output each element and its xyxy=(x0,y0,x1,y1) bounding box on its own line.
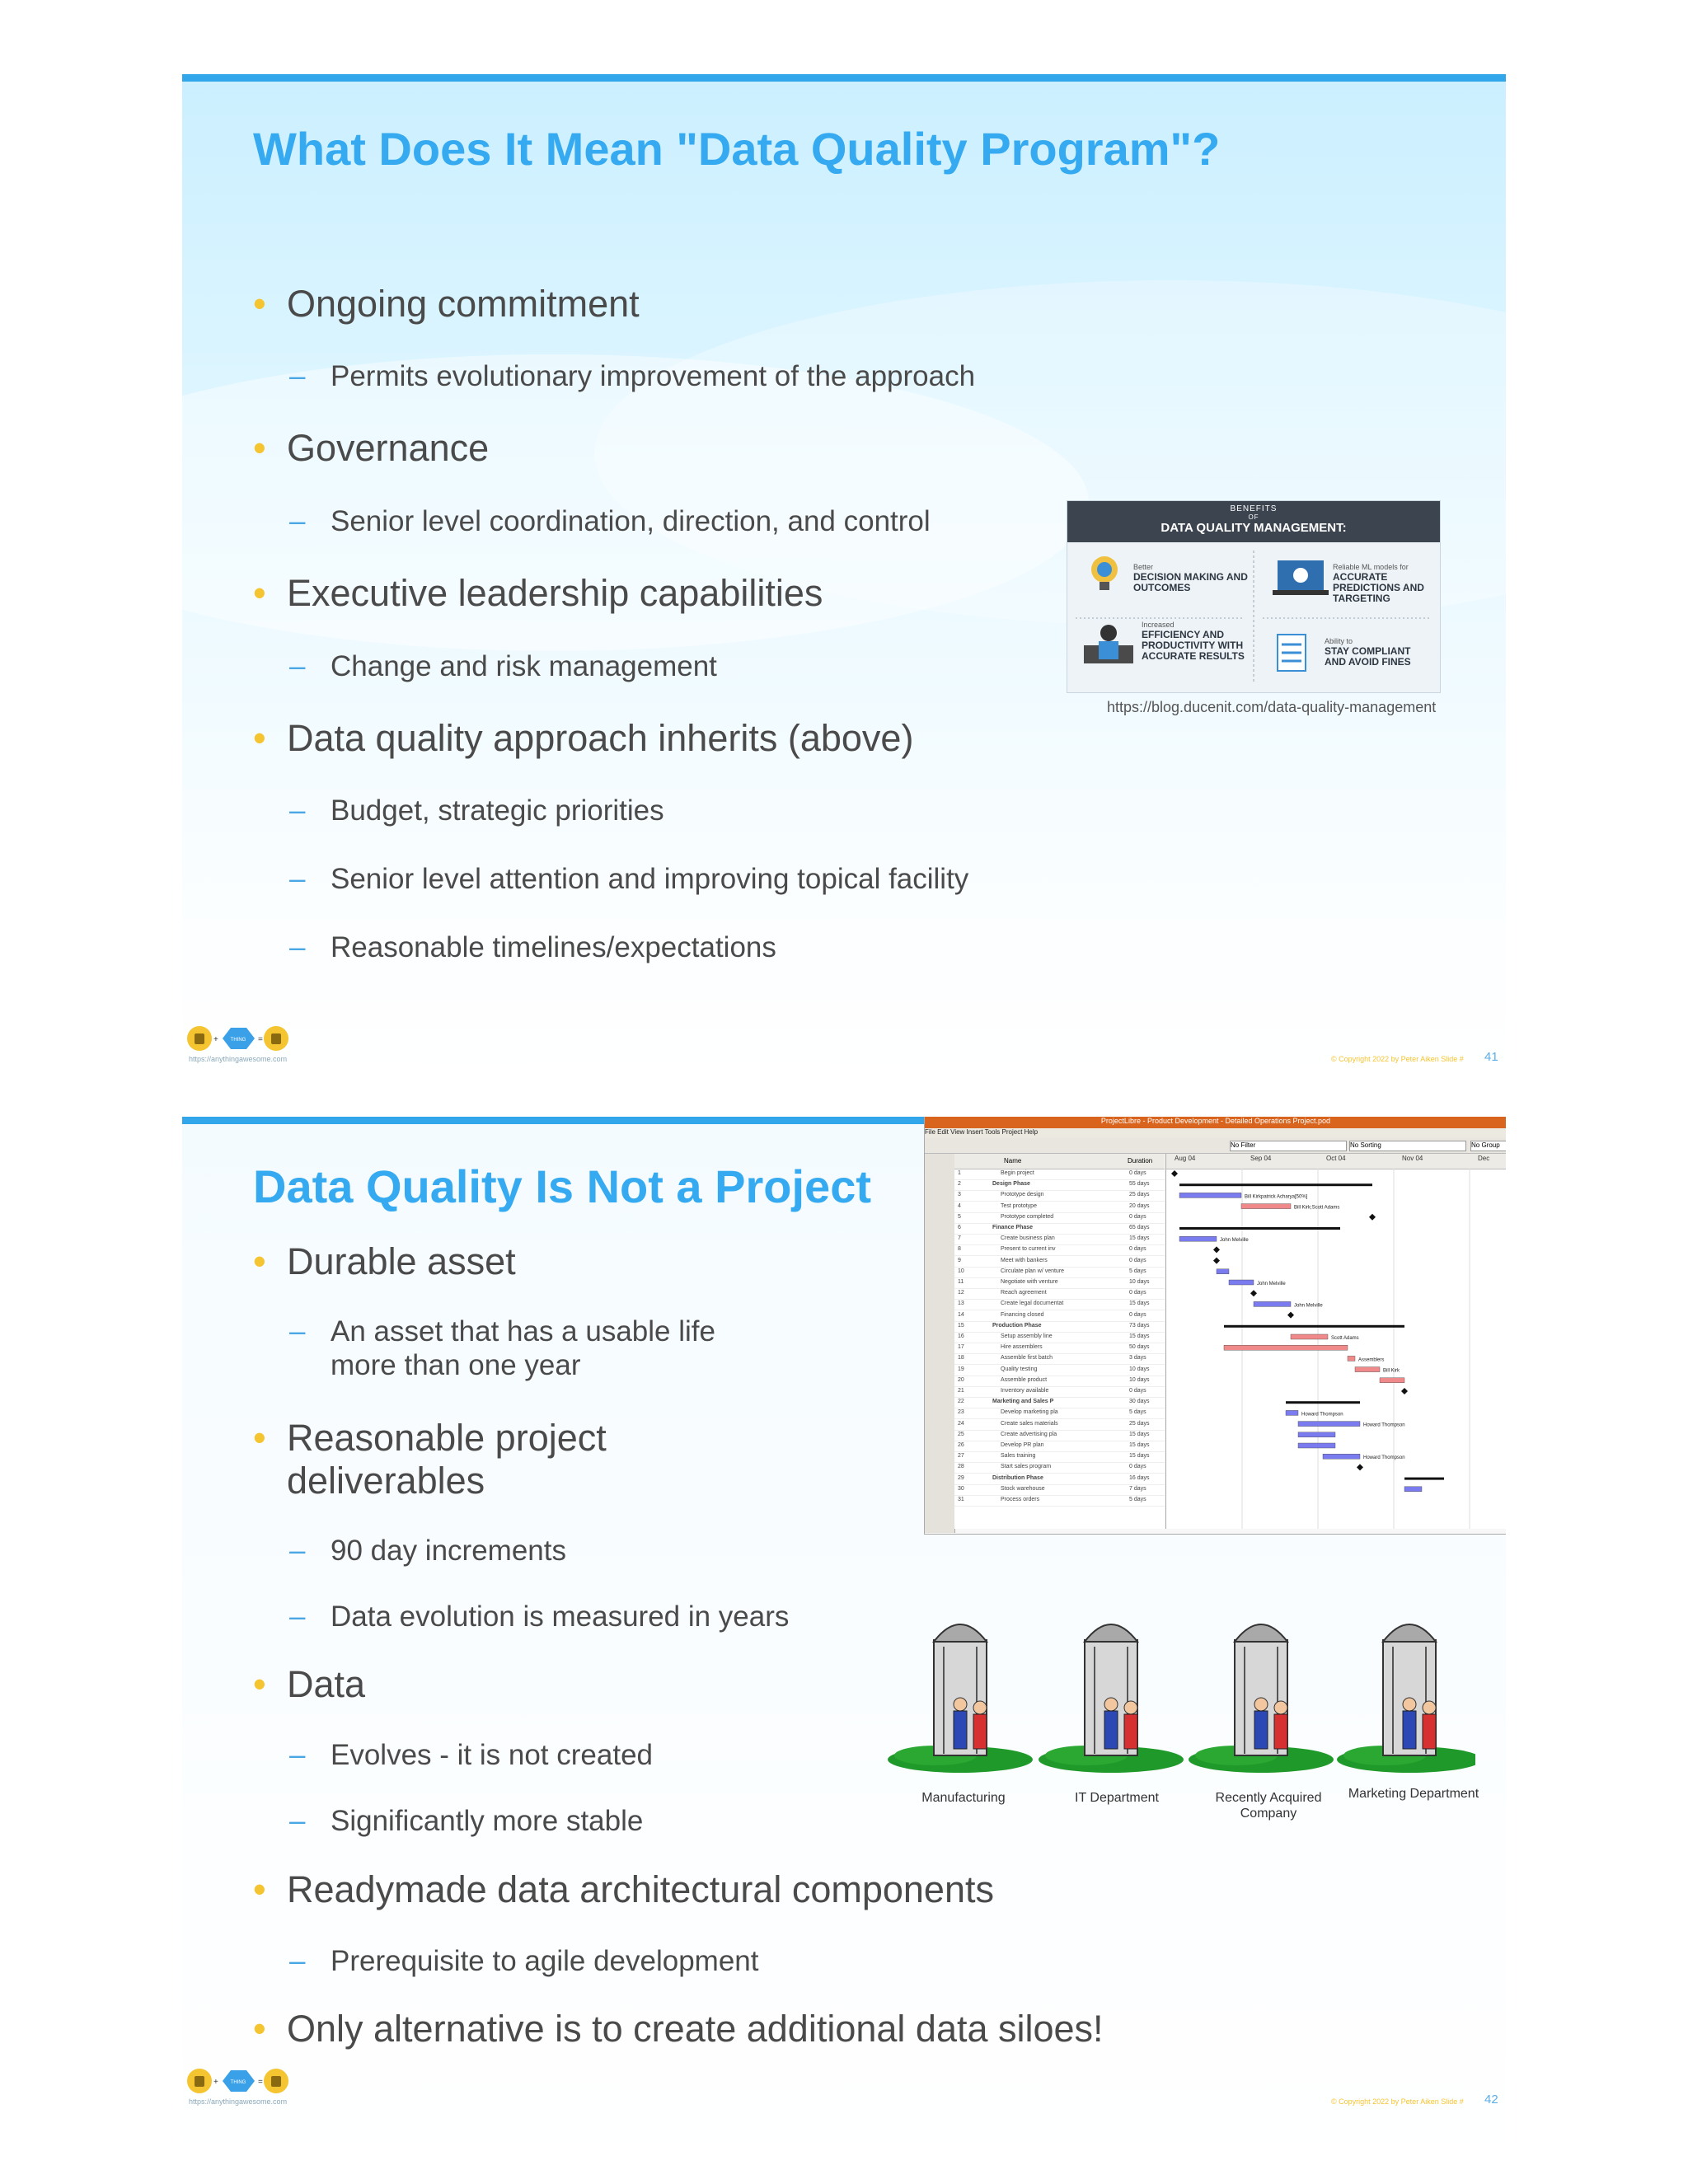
gantt-bar xyxy=(1179,1227,1340,1230)
gantt-bar xyxy=(1286,1401,1360,1404)
svg-text:+: + xyxy=(213,1035,218,1044)
gantt-bar xyxy=(1355,1367,1380,1372)
gantt-row-divider xyxy=(954,1495,1165,1496)
svg-text:THING: THING xyxy=(230,2080,246,2085)
silo-label: Marketing Department xyxy=(1348,1787,1479,1801)
bullet: • Durable asset xyxy=(287,1240,516,1283)
gantt-task-row: 15 Production Phase 73 days xyxy=(958,1322,1150,1329)
gantt-task-row: 29 Distribution Phase 16 days xyxy=(958,1474,1150,1481)
project-gantt-screenshot xyxy=(924,1117,1506,1535)
gantt-task-row: 7 Create business plan 15 days xyxy=(958,1235,1150,1242)
gantt-resource-label: Bill Kirk xyxy=(1383,1368,1400,1374)
gantt-row-divider xyxy=(954,1332,1165,1333)
gantt-task-row: 31 Process orders 5 days xyxy=(958,1497,1146,1502)
gantt-bar xyxy=(1179,1183,1372,1186)
infographic-item: Better DECISION MAKING AND OUTCOMES xyxy=(1133,563,1248,594)
gantt-col-duration: Duration xyxy=(1128,1157,1153,1165)
gantt-task-row: 27 Sales training 15 days xyxy=(958,1453,1150,1460)
gantt-bar xyxy=(1229,1280,1254,1285)
bullet: • Data quality approach inherits (above) xyxy=(287,717,913,760)
infographic-heading: DATA QUALITY MANAGEMENT: xyxy=(1160,521,1347,535)
gantt-row-divider xyxy=(954,1212,1165,1213)
gantt-task-row: 5 Prototype completed 0 days xyxy=(958,1213,1146,1220)
gantt-month-label: Sep 04 xyxy=(1250,1155,1272,1162)
gantt-row-divider xyxy=(954,1179,1165,1180)
gantt-task-row: 21 Inventory available 0 days xyxy=(958,1388,1146,1394)
gantt-resource-label: Howard Thompson xyxy=(1363,1422,1405,1428)
gantt-task-row: 6 Finance Phase 65 days xyxy=(958,1225,1150,1230)
gantt-resource-label: John Melville xyxy=(1294,1303,1323,1309)
sub-bullet: – Senior level coordination, direction, and control xyxy=(331,505,931,538)
gantt-task-row: 20 Assemble product 10 days xyxy=(958,1376,1150,1383)
gantt-milestone xyxy=(1250,1290,1257,1296)
gantt-row-divider xyxy=(954,1299,1165,1300)
gantt-sort-select: No Sorting xyxy=(1349,1141,1466,1151)
gantt-bar xyxy=(1298,1422,1360,1427)
bullet: • Governance xyxy=(287,427,489,470)
slide-top-bar xyxy=(182,74,1506,82)
silo-label: IT Department xyxy=(1075,1791,1159,1805)
infographic-item: Increased EFFICIENCY AND PRODUCTIVITY WITH ACCURATE RESULTS xyxy=(1142,621,1245,663)
gantt-milestone xyxy=(1287,1312,1294,1319)
gantt-task-row: 13 Create legal documentat 15 days xyxy=(958,1301,1150,1307)
gantt-month-label: Nov 04 xyxy=(1402,1155,1423,1162)
gantt-bar xyxy=(1224,1325,1404,1328)
svg-text:=: = xyxy=(258,2078,263,2087)
page-number: 41 xyxy=(1484,1050,1498,1064)
gantt-table-header xyxy=(954,1154,1165,1169)
sub-bullet: – Senior level attention and improving topical facility xyxy=(331,863,968,896)
sub-bullet: – Evolves - it is not created xyxy=(331,1739,653,1772)
bullet: • Executive leadership capabilities xyxy=(287,572,823,615)
gantt-row-divider xyxy=(954,1451,1165,1452)
gantt-task-row: 4 Test prototype 20 days xyxy=(958,1202,1150,1209)
gantt-task-table xyxy=(954,1154,1165,1529)
laptop-icon xyxy=(1273,560,1329,595)
copyright: © Copyright 2022 by Peter Aiken Slide # xyxy=(1331,1055,1464,1063)
worker-at-desk-icon xyxy=(1084,625,1133,663)
gantt-task-row: 19 Quality testing 10 days xyxy=(958,1366,1150,1372)
gantt-row-divider xyxy=(954,1418,1165,1419)
gantt-task-row: 12 Reach agreement 0 days xyxy=(958,1290,1146,1296)
gantt-row-divider xyxy=(954,1267,1165,1268)
gantt-milestone xyxy=(1401,1388,1408,1394)
gantt-bar xyxy=(1179,1236,1217,1241)
gantt-resource-label: Assemblers xyxy=(1358,1357,1385,1363)
slide-42 xyxy=(182,1117,1506,2184)
gantt-row-divider xyxy=(954,1473,1165,1474)
gantt-milestone xyxy=(1171,1170,1178,1177)
bullet: • Readymade data architectural components xyxy=(287,1868,994,1911)
svg-text:=: = xyxy=(258,1035,263,1044)
gantt-task-row: 26 Develop PR plan 15 days xyxy=(958,1442,1150,1448)
lightbulb-icon xyxy=(1091,556,1118,590)
svg-text:THING: THING xyxy=(230,1038,246,1043)
gantt-month-label: Dec xyxy=(1478,1155,1490,1162)
gantt-row-divider xyxy=(954,1430,1165,1431)
gantt-task-row: 24 Create sales materials 25 days xyxy=(958,1420,1150,1427)
gantt-row-divider xyxy=(954,1364,1165,1365)
gantt-row-divider xyxy=(954,1244,1165,1245)
silo-icon xyxy=(1337,1624,1475,1773)
bullet: • Data xyxy=(287,1663,365,1706)
gantt-row-divider xyxy=(954,1223,1165,1224)
gantt-resource-label: John Melville xyxy=(1220,1238,1249,1244)
sub-bullet: – Permits evolutionary improvement of the approach xyxy=(331,360,975,393)
gantt-task-row: 10 Circulate plan w/ venture 5 days xyxy=(958,1268,1146,1274)
gantt-task-row: 11 Negotiate with venture 10 days xyxy=(958,1279,1150,1285)
gantt-row-divider xyxy=(954,1201,1165,1202)
gantt-task-row: 1 Begin project 0 days xyxy=(958,1170,1146,1176)
bullet: • Ongoing commitment xyxy=(287,283,640,326)
gantt-window-title: ProjectLibre - Product Development - Detailed Operations Project.pod xyxy=(925,1117,1506,1128)
logo-url: https://anythingawesome.com xyxy=(189,1055,288,1063)
gantt-row-divider xyxy=(954,1234,1165,1235)
gantt-row-divider xyxy=(954,1277,1165,1278)
page-number: 42 xyxy=(1484,2093,1498,2107)
gantt-bar xyxy=(1298,1443,1335,1448)
gantt-bar xyxy=(1179,1193,1241,1197)
gantt-resource-label: Bill Kirkpatrick Acharya[50%] xyxy=(1245,1194,1308,1200)
gantt-task-row: 14 Financing closed 0 days xyxy=(958,1311,1146,1318)
gantt-task-row: 25 Create advertising pla 15 days xyxy=(958,1431,1150,1437)
anything-awesome-logo xyxy=(185,2066,293,2096)
sub-bullet: – 90 day increments xyxy=(331,1535,566,1568)
gantt-bars xyxy=(1166,1169,1506,1529)
gantt-month-label: Oct 04 xyxy=(1326,1155,1346,1162)
gantt-bar xyxy=(1323,1454,1360,1459)
infographic-item: Reliable ML models for ACCURATE PREDICTIONS AND TARGETING xyxy=(1333,563,1424,605)
gantt-row-divider xyxy=(954,1190,1165,1191)
sub-bullet: – An asset that has a usable life more than one year xyxy=(331,1315,726,1383)
slide-title: What Does It Mean "Data Quality Program"? xyxy=(253,123,1221,175)
anything-awesome-logo xyxy=(185,1024,293,1053)
gantt-row-divider xyxy=(954,1321,1165,1322)
bullet: • Reasonable project deliverables xyxy=(287,1417,682,1502)
gantt-row-divider xyxy=(954,1397,1165,1398)
gantt-filter-select: No Filter xyxy=(1230,1141,1347,1151)
gantt-row-divider xyxy=(954,1484,1165,1485)
gantt-timeline xyxy=(1165,1154,1506,1529)
source-url: https://blog.ducenit.com/data-quality-management xyxy=(1107,699,1437,715)
sub-bullet: – Change and risk management xyxy=(331,650,717,683)
sub-bullet: – Prerequisite to agile development xyxy=(331,1945,758,1978)
gantt-group-select: No Group xyxy=(1470,1141,1506,1151)
gantt-bar xyxy=(1380,1378,1404,1383)
slide-41 xyxy=(182,74,1506,1084)
gantt-task-row: 2 Design Phase 55 days xyxy=(958,1181,1150,1188)
gantt-row-divider xyxy=(954,1288,1165,1289)
sub-bullet: – Reasonable timelines/expectations xyxy=(331,931,776,964)
silo-label: Recently Acquired Company xyxy=(1215,1791,1322,1821)
slide-title: Data Quality Is Not a Project xyxy=(253,1160,871,1212)
gantt-bar xyxy=(1254,1301,1291,1306)
gantt-bar xyxy=(1217,1269,1229,1274)
gantt-task-row: 28 Start sales program 0 days xyxy=(958,1464,1146,1470)
gantt-toolbar xyxy=(925,1138,1506,1154)
gantt-task-row: 17 Hire assemblers 50 days xyxy=(958,1344,1150,1351)
gantt-resource-label: Howard Thompson xyxy=(1301,1412,1343,1418)
gantt-menu-bar xyxy=(925,1128,1506,1138)
gantt-bar xyxy=(1404,1487,1422,1492)
gantt-task-row: 8 Present to current inv 0 days xyxy=(958,1246,1146,1253)
data-silos-illustration xyxy=(882,1607,1475,1788)
gantt-resource-label: Bill Kirk;Scott Adams xyxy=(1294,1205,1340,1211)
gantt-task-row: 18 Assemble first batch 3 days xyxy=(958,1355,1146,1361)
copyright: © Copyright 2022 by Peter Aiken Slide # xyxy=(1331,2097,1464,2106)
gantt-milestone xyxy=(1357,1464,1363,1470)
gantt-bar xyxy=(1241,1204,1291,1209)
checklist-icon xyxy=(1278,635,1306,671)
gantt-view-sidebar xyxy=(925,1154,955,1533)
silo-icon xyxy=(1039,1624,1184,1773)
gantt-milestone xyxy=(1369,1214,1376,1221)
gantt-resource-label: Scott Adams xyxy=(1331,1336,1359,1341)
bullet: • Only alternative is to create additional data siloes! xyxy=(287,2008,1104,2050)
infographic-of: OF xyxy=(1248,513,1259,521)
gantt-task-row: 30 Stock warehouse 7 days xyxy=(958,1485,1146,1492)
gantt-month-label: Aug 04 xyxy=(1175,1155,1196,1162)
svg-text:+: + xyxy=(213,2078,218,2087)
gantt-resource-label: Howard Thompson xyxy=(1363,1455,1405,1461)
gantt-bar xyxy=(1404,1478,1444,1480)
gantt-milestone xyxy=(1213,1246,1220,1253)
infographic-item: Ability to STAY COMPLIANT AND AVOID FINES xyxy=(1325,637,1411,668)
gantt-bar xyxy=(1286,1410,1298,1415)
gantt-col-name: Name xyxy=(1004,1157,1022,1165)
gantt-bar xyxy=(1224,1345,1348,1350)
silo-icon xyxy=(1189,1624,1334,1773)
dq-benefits-infographic xyxy=(1067,500,1441,693)
infographic-top: BENEFITS xyxy=(1230,504,1278,513)
logo-url: https://anythingawesome.com xyxy=(189,2097,288,2106)
infographic-header xyxy=(1067,501,1440,542)
gantt-bar xyxy=(1298,1432,1335,1437)
sub-bullet: – Data evolution is measured in years xyxy=(331,1601,789,1633)
gantt-task-row: 22 Marketing and Sales P 30 days xyxy=(958,1399,1150,1405)
gantt-milestone xyxy=(1213,1258,1220,1264)
gantt-row-divider xyxy=(954,1353,1165,1354)
gantt-task-row: 3 Prototype design 25 days xyxy=(958,1192,1150,1198)
gantt-row-divider xyxy=(954,1386,1165,1387)
gantt-resource-label: John Melville xyxy=(1257,1282,1286,1286)
gantt-row-divider xyxy=(954,1255,1165,1256)
gantt-timeline-header xyxy=(1166,1154,1506,1169)
gantt-task-row: 16 Setup assembly line 15 days xyxy=(958,1333,1150,1339)
gantt-row-divider xyxy=(954,1462,1165,1463)
sub-bullet: – Significantly more stable xyxy=(331,1805,643,1838)
sub-bullet: – Budget, strategic priorities xyxy=(331,794,664,827)
gantt-bar xyxy=(1348,1356,1355,1361)
gantt-task-row: 23 Develop marketing pla 5 days xyxy=(958,1409,1146,1416)
silo-icon xyxy=(888,1624,1033,1773)
gantt-row-divider xyxy=(954,1506,1165,1507)
gantt-bar xyxy=(1291,1334,1328,1339)
gantt-task-row: 9 Meet with bankers 0 days xyxy=(958,1257,1146,1263)
silo-label: Manufacturing xyxy=(921,1791,1006,1805)
gantt-menu-items: File Edit View Insert Tools Project Help xyxy=(925,1128,1039,1136)
